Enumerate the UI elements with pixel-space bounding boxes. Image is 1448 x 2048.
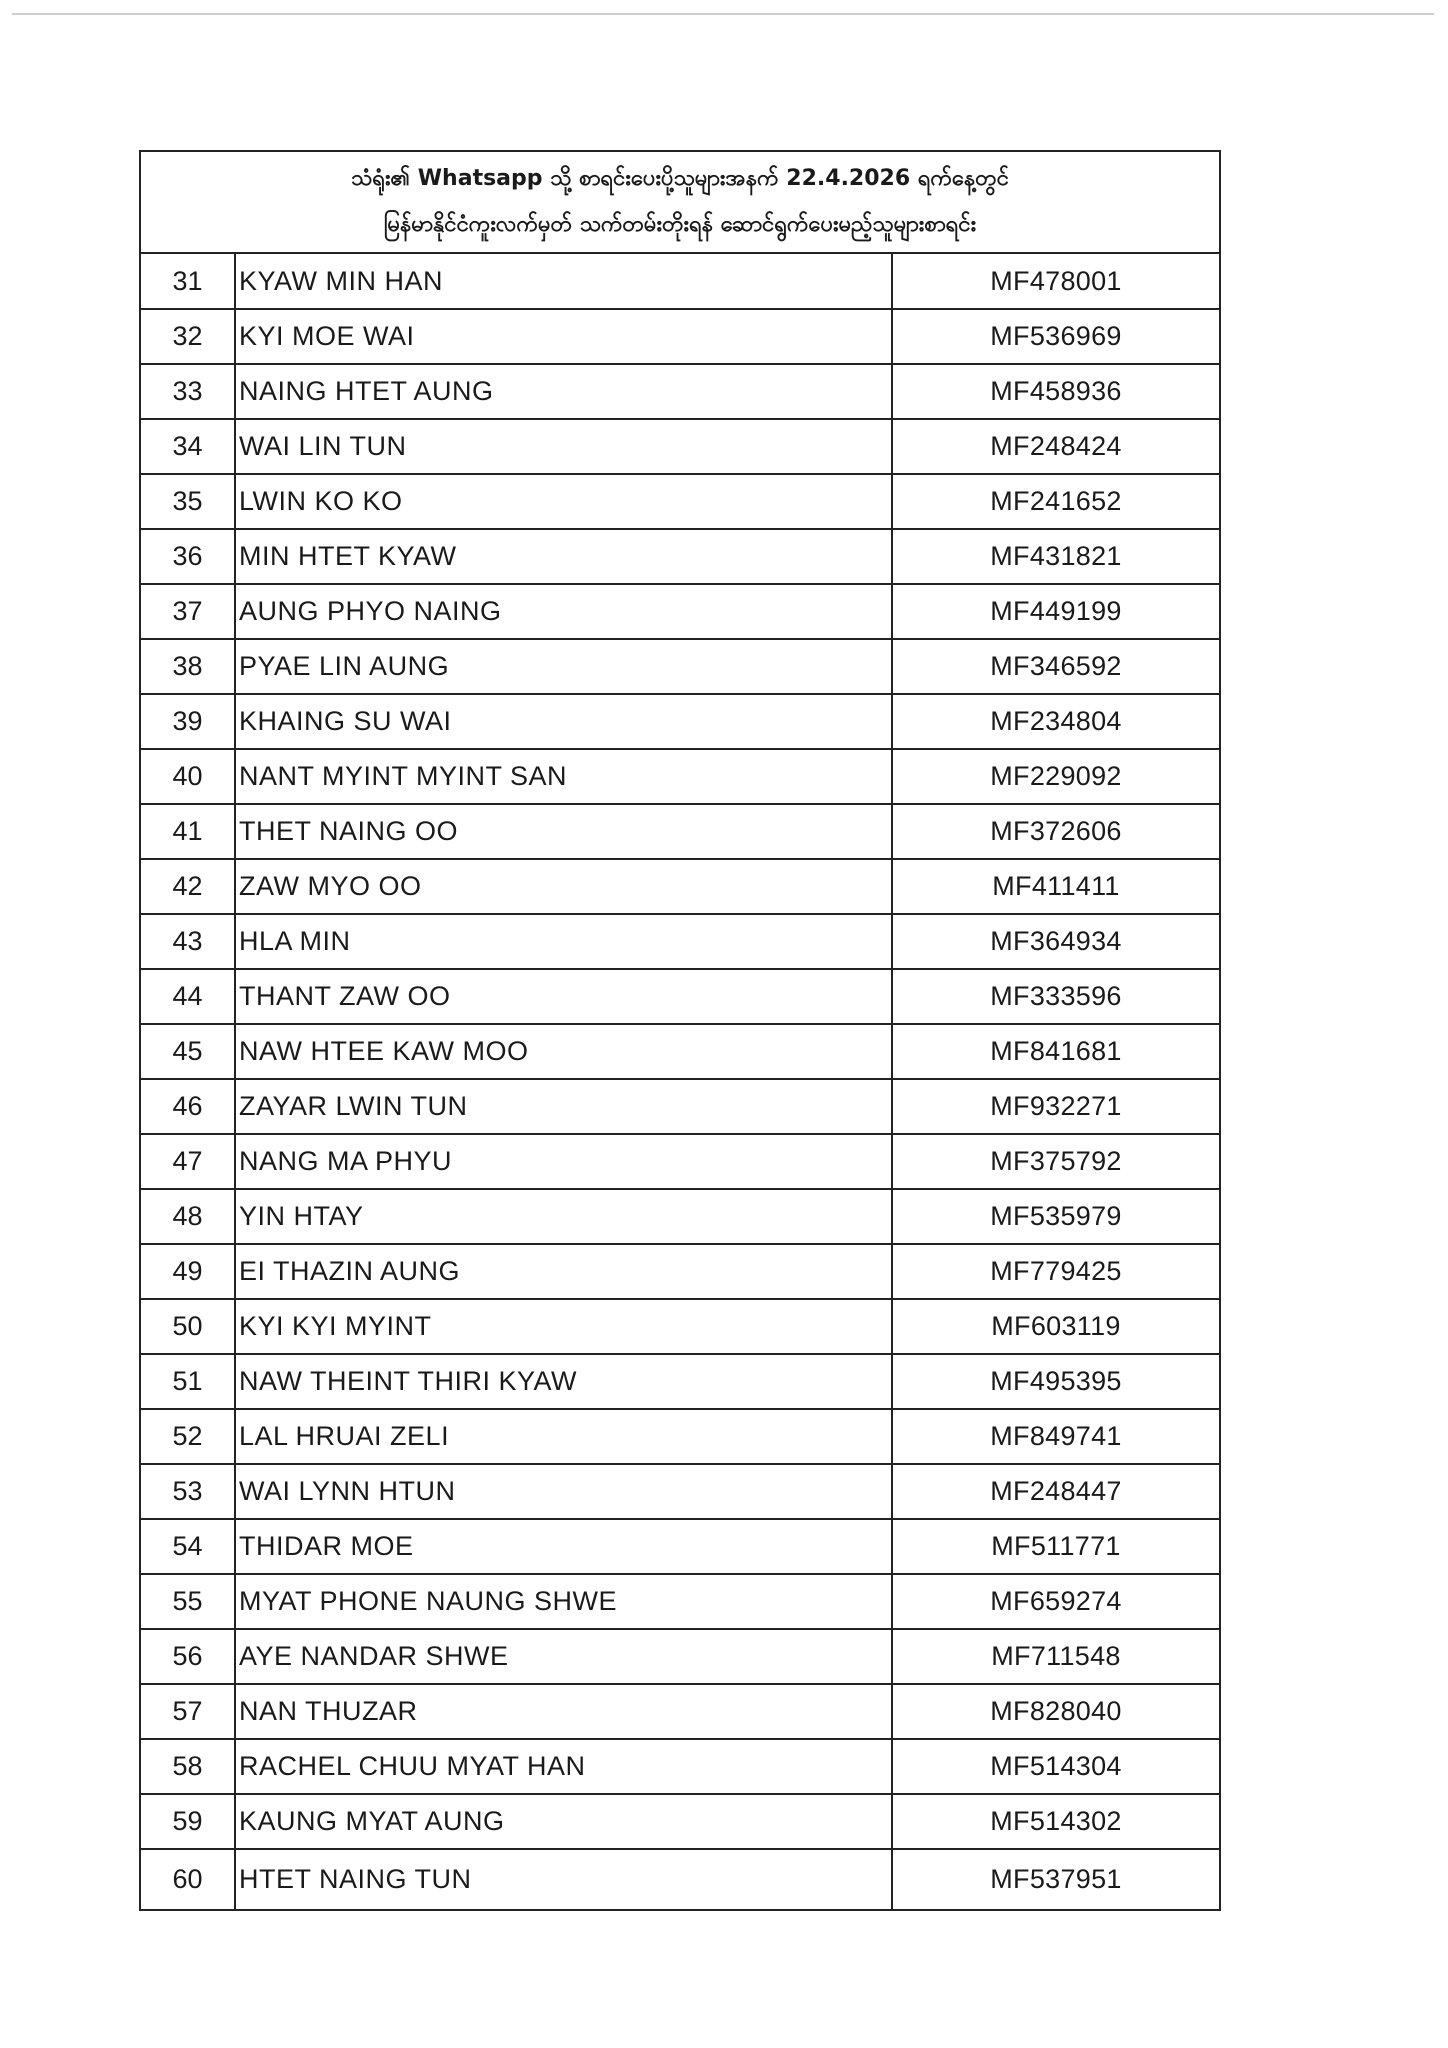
passport-number: MF514304 [892,1739,1219,1794]
table-row [141,1519,1219,1574]
person-name: ZAW MYO OO [235,859,892,914]
table-header [141,152,1219,254]
person-name: NANG MA PHYU [235,1134,892,1189]
table-row [141,749,1219,804]
passport-number: MF458936 [892,364,1219,419]
passport-number: MF333596 [892,969,1219,1024]
person-name: LWIN KO KO [235,474,892,529]
passport-number: MF375792 [892,1134,1219,1189]
person-name: NAING HTET AUNG [235,364,892,419]
passport-number: MF495395 [892,1354,1219,1409]
row-number: 32 [141,309,235,364]
row-number: 34 [141,419,235,474]
table-row [141,1574,1219,1629]
row-number: 44 [141,969,235,1024]
table-row [141,1189,1219,1244]
person-name: NAW HTEE KAW MOO [235,1024,892,1079]
table-row [141,1739,1219,1794]
person-name: PYAE LIN AUNG [235,639,892,694]
row-number: 59 [141,1794,235,1849]
row-number: 52 [141,1409,235,1464]
person-name: NANT MYINT MYINT SAN [235,749,892,804]
row-number: 57 [141,1684,235,1739]
row-number: 58 [141,1739,235,1794]
table-row [141,1299,1219,1354]
row-number: 55 [141,1574,235,1629]
row-number: 39 [141,694,235,749]
row-number: 35 [141,474,235,529]
person-name: WAI LYNN HTUN [235,1464,892,1519]
passport-number: MF514302 [892,1794,1219,1849]
row-number: 50 [141,1299,235,1354]
table-row [141,804,1219,859]
passport-number: MF659274 [892,1574,1219,1629]
header-line-2: မြန်မာနိုင်ငံကူးလက်မှတ် သက်တမ်းတိုးရန် ဆောင်ရွက်ပေးမည့်သူများစာရင်း [383,212,977,237]
passport-number: MF449199 [892,584,1219,639]
passport-number: MF248424 [892,419,1219,474]
passport-number: MF229092 [892,749,1219,804]
row-number: 48 [141,1189,235,1244]
passport-number: MF234804 [892,694,1219,749]
row-number: 31 [141,254,235,309]
row-number: 33 [141,364,235,419]
row-number: 56 [141,1629,235,1684]
passport-number: MF603119 [892,1299,1219,1354]
passport-list-table [139,150,1221,1911]
passport-number: MF241652 [892,474,1219,529]
row-number: 41 [141,804,235,859]
passport-number: MF841681 [892,1024,1219,1079]
person-name: THET NAING OO [235,804,892,859]
table-row [141,1024,1219,1079]
person-name: WAI LIN TUN [235,419,892,474]
row-number: 49 [141,1244,235,1299]
person-name: YIN HTAY [235,1189,892,1244]
table-row [141,1464,1219,1519]
table-row [141,1409,1219,1464]
row-number: 40 [141,749,235,804]
person-name: MIN HTET KYAW [235,529,892,584]
table-row [141,694,1219,749]
person-name: LAL HRUAI ZELI [235,1409,892,1464]
table-row [141,474,1219,529]
person-name: KHAING SU WAI [235,694,892,749]
row-number: 46 [141,1079,235,1134]
table-row [141,914,1219,969]
person-name: KYI MOE WAI [235,309,892,364]
passport-number: MF364934 [892,914,1219,969]
table-row [141,859,1219,914]
roster-body [141,254,1219,1909]
person-name: NAW THEINT THIRI KYAW [235,1354,892,1409]
passport-number: MF932271 [892,1079,1219,1134]
passport-number: MF248447 [892,1464,1219,1519]
passport-number: MF411411 [892,859,1219,914]
person-name: EI THAZIN AUNG [235,1244,892,1299]
header-line-1: သံရုံး၏ Whatsapp သို့ စာရင်းပေးပို့သူများအနက် 22.4.2026 ရက်နေ့တွင် [351,166,1009,191]
table-row [141,1354,1219,1409]
passport-number: MF431821 [892,529,1219,584]
person-name: KYAW MIN HAN [235,254,892,309]
row-number: 43 [141,914,235,969]
passport-number: MF828040 [892,1684,1219,1739]
table-row [141,1079,1219,1134]
table-row [141,1134,1219,1189]
person-name: AUNG PHYO NAING [235,584,892,639]
table-row [141,254,1219,309]
person-name: KYI KYI MYINT [235,1299,892,1354]
page-top-rule [12,13,1434,15]
row-number: 54 [141,1519,235,1574]
passport-number: MF535979 [892,1189,1219,1244]
row-number: 51 [141,1354,235,1409]
row-number: 47 [141,1134,235,1189]
table-row [141,1794,1219,1849]
person-name: THANT ZAW OO [235,969,892,1024]
person-name: MYAT PHONE NAUNG SHWE [235,1574,892,1629]
table-row [141,639,1219,694]
table-row [141,1684,1219,1739]
table-row [141,309,1219,364]
person-name: HTET NAING TUN [235,1849,892,1909]
person-name: HLA MIN [235,914,892,969]
person-name: AYE NANDAR SHWE [235,1629,892,1684]
row-number: 45 [141,1024,235,1079]
table-row [141,1849,1219,1909]
roster-table [141,254,1219,1909]
passport-number: MF478001 [892,254,1219,309]
passport-number: MF849741 [892,1409,1219,1464]
passport-number: MF511771 [892,1519,1219,1574]
table-row [141,529,1219,584]
passport-number: MF346592 [892,639,1219,694]
person-name: ZAYAR LWIN TUN [235,1079,892,1134]
person-name: RACHEL CHUU MYAT HAN [235,1739,892,1794]
passport-number: MF536969 [892,309,1219,364]
table-row [141,1629,1219,1684]
row-number: 60 [141,1849,235,1909]
table-row [141,584,1219,639]
person-name: KAUNG MYAT AUNG [235,1794,892,1849]
table-row [141,1244,1219,1299]
row-number: 36 [141,529,235,584]
table-row [141,419,1219,474]
person-name: NAN THUZAR [235,1684,892,1739]
table-row [141,364,1219,419]
table-row [141,969,1219,1024]
person-name: THIDAR MOE [235,1519,892,1574]
row-number: 38 [141,639,235,694]
passport-number: MF537951 [990,1864,1122,1894]
row-number: 53 [141,1464,235,1519]
row-number: 37 [141,584,235,639]
passport-number: MF372606 [892,804,1219,859]
passport-number: MF711548 [892,1629,1219,1684]
passport-number: MF779425 [892,1244,1219,1299]
row-number: 42 [141,859,235,914]
